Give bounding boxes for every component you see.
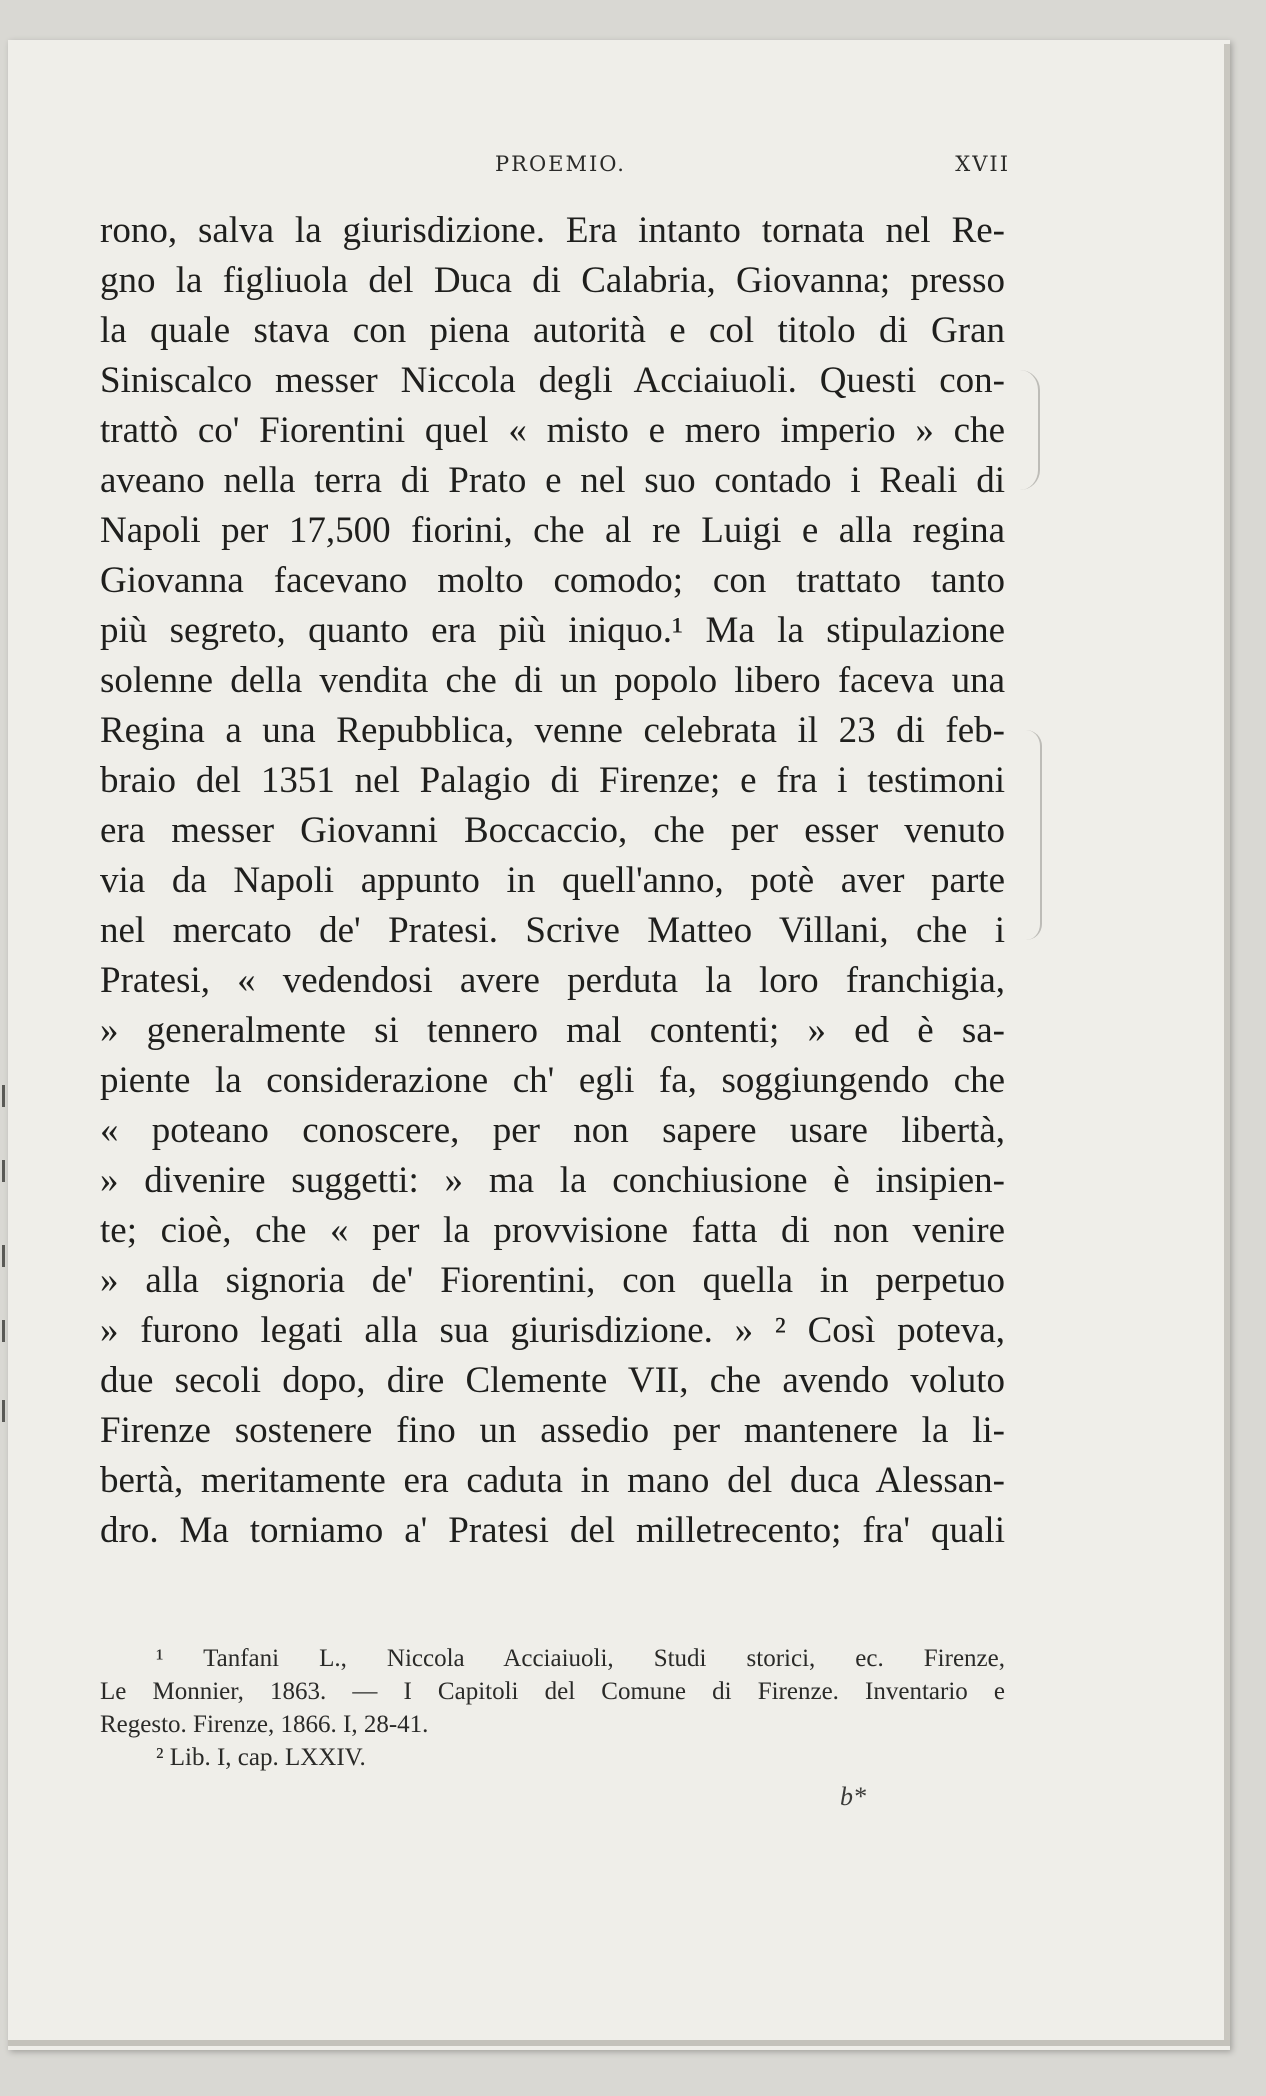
- text-line: trattò co' Fiorentini quel « misto e mero imperio » che: [100, 410, 1005, 451]
- main-text-block: [100, 206, 1005, 1556]
- text-line: « poteano conoscere, per non sapere usare libertà,: [100, 1110, 1005, 1151]
- text-line: piente la considerazione ch' egli fa, soggiungendo che: [100, 1060, 1005, 1101]
- text-line: era messer Giovanni Boccaccio, che per esser venuto: [100, 810, 1005, 851]
- page-number: XVII: [955, 152, 1010, 176]
- text-line: nel mercato de' Pratesi. Scrive Matteo Villani, che i: [100, 910, 1005, 951]
- text-line: aveano nella terra di Prato e nel suo contado i Reali di: [100, 460, 1005, 501]
- pencil-bracket-mark: [1020, 370, 1040, 490]
- footnote-line: Regesto. Firenze, 1866. I, 28-41.: [100, 1711, 429, 1738]
- text-line: la quale stava con piena autorità e col titolo di Gran: [100, 310, 1005, 351]
- text-line: rono, salva la giurisdizione. Era intanto tornata nel Re-: [100, 210, 1005, 251]
- text-line: » alla signoria de' Fiorentini, con quella in perpetuo: [100, 1260, 1005, 1301]
- text-line: due secoli dopo, dire Clemente VII, che avendo voluto: [100, 1360, 1005, 1401]
- text-line: più segreto, quanto era più iniquo.¹ Ma la stipulazione: [100, 610, 1005, 651]
- margin-mark: [2, 1320, 5, 1342]
- footnote-line: Le Monnier, 1863. — I Capitoli del Comune di Firenze. Inventario e: [100, 1678, 1005, 1705]
- page-bottom-edge: [8, 2040, 1230, 2046]
- footnotes: [100, 1642, 1005, 1774]
- text-line: bertà, meritamente era caduta in mano del duca Alessan-: [100, 1460, 1005, 1501]
- text-line: braio del 1351 nel Palagio di Firenze; e fra i testimoni: [100, 760, 1005, 801]
- footnote-line: ¹ Tanfani L., Niccola Acciaiuoli, Studi storici, ec. Firenze,: [156, 1645, 1005, 1672]
- text-line: » furono legati alla sua giurisdizione. » ² Così poteva,: [100, 1310, 1005, 1351]
- text-line: » generalmente si tennero mal contenti; » ed è sa-: [100, 1010, 1005, 1051]
- text-line: Siniscalco messer Niccola degli Acciaiuoli. Questi con-: [100, 360, 1005, 401]
- footnote-line: ² Lib. I, cap. LXXIV.: [156, 1744, 366, 1771]
- margin-mark: [2, 1245, 5, 1267]
- margin-mark: [2, 1085, 5, 1107]
- text-line: solenne della vendita che di un popolo libero faceva una: [100, 660, 1005, 701]
- text-line: te; cioè, che « per la provvisione fatta di non venire: [100, 1210, 1005, 1251]
- margin-mark: [2, 1400, 5, 1422]
- text-line: Napoli per 17,500 fiorini, che al re Luigi e alla regina: [100, 510, 1005, 551]
- pencil-bracket-mark: [1026, 730, 1042, 940]
- text-line: » divenire suggetti: » ma la conchiusione è insipien-: [100, 1160, 1005, 1201]
- page-edge: [1224, 44, 1230, 2044]
- text-line: Giovanna facevano molto comodo; con trattato tanto: [100, 560, 1005, 601]
- header-title: PROEMIO.: [495, 152, 626, 176]
- text-line: Regina a una Repubblica, venne celebrata il 23 di feb-: [100, 710, 1005, 751]
- text-line: Firenze sostenere fino un assedio per mantenere la li-: [100, 1410, 1005, 1451]
- signature-mark: b*: [840, 1782, 866, 1811]
- margin-mark: [2, 1160, 5, 1182]
- text-line: dro. Ma torniamo a' Pratesi del milletrecento; fra' quali: [100, 1510, 1005, 1551]
- text-line: via da Napoli appunto in quell'anno, potè aver parte: [100, 860, 1005, 901]
- text-line: Pratesi, « vedendosi avere perduta la loro franchigia,: [100, 960, 1005, 1001]
- text-line: gno la figliuola del Duca di Calabria, Giovanna; presso: [100, 260, 1005, 301]
- running-header: [100, 152, 1010, 182]
